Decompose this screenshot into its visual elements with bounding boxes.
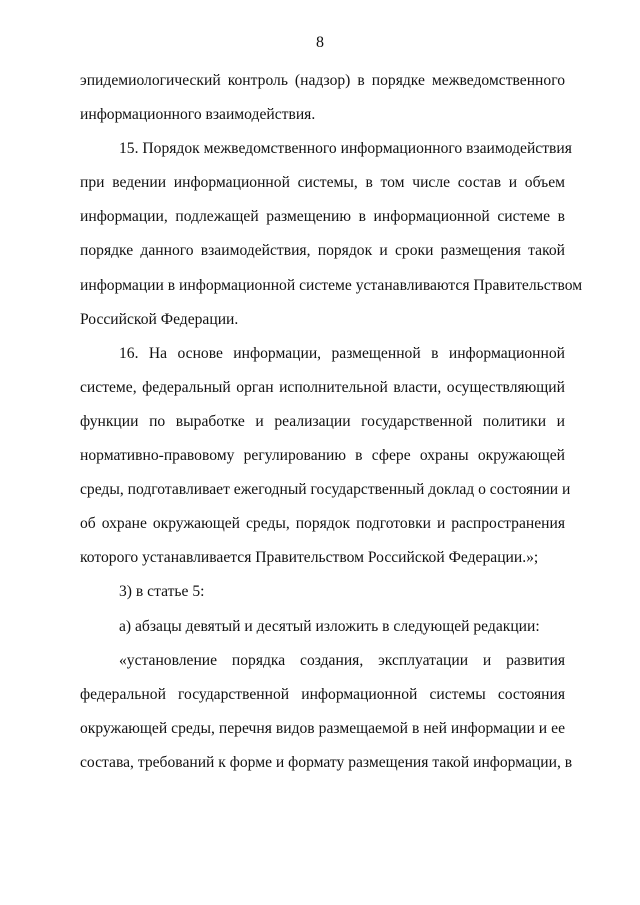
text-line: нормативно-правовому регулированию в сфере охраны окружающей <box>80 447 565 465</box>
page-number: 8 <box>316 34 324 51</box>
text-line: а) абзацы девятый и десятый изложить в следующей редакции: <box>119 617 540 635</box>
text-line: порядке данного взаимодействия, порядок и сроки размещения такой <box>80 242 565 260</box>
text-line: федеральной государственной информационной системы состояния <box>80 685 565 703</box>
text-line: функции по выработке и реализации государственной политики и <box>80 412 565 430</box>
text-line: информационного взаимодействия. <box>80 106 316 124</box>
text-line: 15. Порядок межведомственного информационного взаимодействия <box>119 140 572 158</box>
text-line: информации, подлежащей размещению в информационной системе в <box>80 208 565 226</box>
text-line: Российской Федерации. <box>80 310 239 328</box>
text-line: эпидемиологический контроль (надзор) в порядке межведомственного <box>80 72 565 89</box>
document-body <box>80 70 583 786</box>
text-line: информации в информационной системе устанавливаются Правительством <box>80 276 583 294</box>
text-line: 16. На основе информации, размещенной в информационной <box>119 344 565 362</box>
text-line: 3) в статье 5: <box>119 583 205 601</box>
text-line: состава, требований к форме и формату размещения такой информации, в <box>80 753 573 771</box>
text-line: при ведении информационной системы, в том числе состав и объем <box>80 174 565 192</box>
text-line: об охране окружающей среды, порядок подготовки и распространения <box>80 515 565 533</box>
text-line: среды, подготавливает ежегодный государственный доклад о состоянии и <box>80 481 571 499</box>
text-line: системе, федеральный орган исполнительной власти, осуществляющий <box>80 378 565 396</box>
text-line: «установление порядка создания, эксплуатации и развития <box>119 651 565 669</box>
text-line: которого устанавливается Правительством Российской Федерации.»; <box>80 549 539 567</box>
text-line: окружающей среды, перечня видов размещаемой в ней информации и ее <box>80 719 565 737</box>
